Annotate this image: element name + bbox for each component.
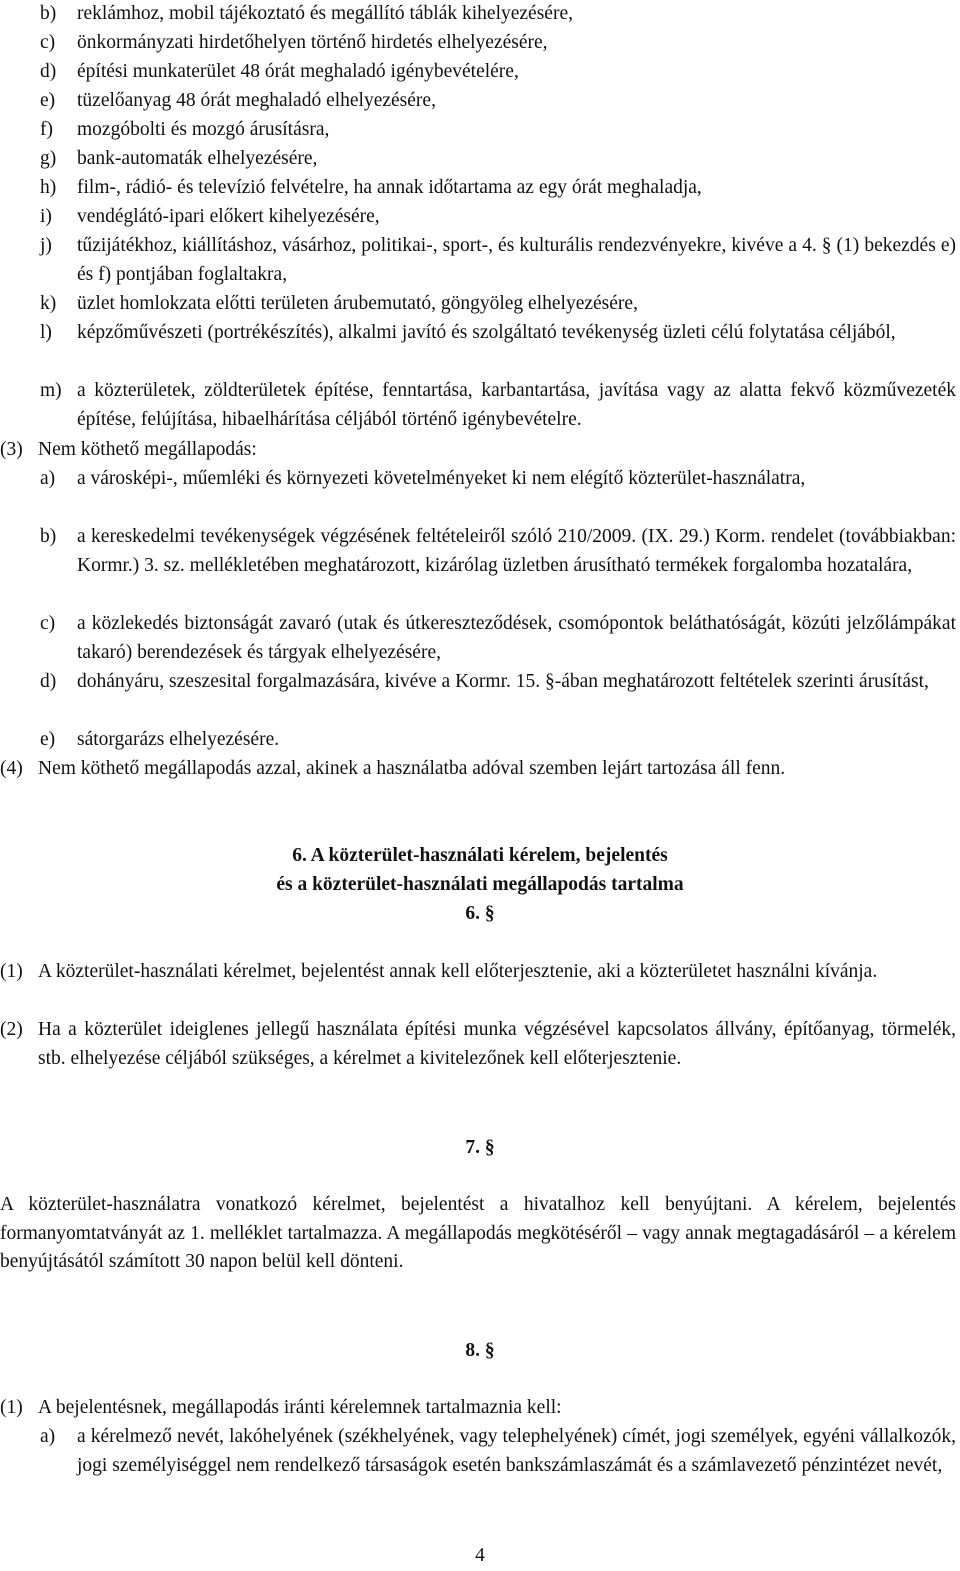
item-label: d) xyxy=(40,671,57,692)
item-label: a) xyxy=(40,468,56,489)
item-label: a) xyxy=(40,1426,56,1447)
list-item xyxy=(0,523,960,610)
paragraph-label: (3) xyxy=(0,439,23,460)
item-label: k) xyxy=(40,293,57,314)
item-text: sátorgarázs elhelyezésére. xyxy=(77,729,280,750)
list-item xyxy=(0,290,960,319)
paragraph-label: (1) xyxy=(0,961,23,982)
item-text: vendéglátó-ipari előkert kihelyezésére, xyxy=(77,206,380,227)
item-label: e) xyxy=(40,729,56,750)
item-text: bank-automaták elhelyezésére, xyxy=(77,148,318,169)
section-6-paragraph-mark: 6. § xyxy=(465,903,495,924)
item-label: h) xyxy=(40,177,57,198)
section-7-text: A közterület-használatra vonatkozó kérelmet, bejelentést a hivatalhoz kell benyújtani. A kérelem, bejelentés formanyomtatványát az 1. melléklet tartalmazza. A megállapodás megkötéséről – vagy annak megtagadásáról – a kérelem benyújtásától számított 30 napon belül kell dönteni. xyxy=(0,1194,956,1273)
list-item xyxy=(0,0,960,29)
item-label: j) xyxy=(40,235,52,256)
list-item xyxy=(0,203,960,232)
item-label: i) xyxy=(40,206,52,227)
list-item xyxy=(0,174,960,203)
list-item xyxy=(0,377,960,435)
item-label: l) xyxy=(40,322,52,343)
paragraph-label: (1) xyxy=(0,1397,23,1418)
item-text: építési munkaterület 48 órát meghaladó igénybevételére, xyxy=(77,61,519,82)
list-item xyxy=(0,668,960,726)
item-text: képzőművészeti (portrékészítés), alkalmi javító és szolgáltató tevékenység üzleti célú folytatása céljából, xyxy=(77,322,896,343)
item-label: c) xyxy=(40,613,56,634)
item-text: reklámhoz, mobil tájékoztató és megállító táblák kihelyezésére, xyxy=(77,3,573,24)
item-text: mozgóbolti és mozgó árusításra, xyxy=(77,119,330,140)
paragraph-text: Ha a közterület ideiglenes jellegű használata építési munka végzésével kapcsolatos állvány, építőanyag, törmelék, stb. elhelyezése céljából szükséges, a kérelmet a kivitelezőnek kell előterjesztenie. xyxy=(38,1019,956,1069)
list-item xyxy=(0,726,960,755)
item-label: e) xyxy=(40,90,56,111)
list-item xyxy=(0,87,960,116)
paragraph-text: A közterület-használati kérelmet, bejelentést annak kell előterjesztenie, aki a közterületet használni kívánja. xyxy=(38,961,878,982)
list-item xyxy=(0,29,960,58)
section-8-paragraph-mark: 8. § xyxy=(465,1340,495,1361)
item-text: tűzijátékhoz, kiállításhoz, vásárhoz, politikai-, sport-, és kulturális rendezvényekre, kivéve a 4. § (1) bekezdés e) és f) pontjában foglaltakra, xyxy=(77,235,956,285)
list-item xyxy=(0,116,960,145)
item-label: d) xyxy=(40,61,57,82)
section-6-paragraph-2 xyxy=(0,1016,960,1103)
item-label: b) xyxy=(40,526,57,547)
section-6-title-line-1: 6. A közterület-használati kérelem, bejelentés xyxy=(292,845,668,866)
list-item xyxy=(0,58,960,87)
section-6-title-line-2: és a közterület-használati megállapodás tartalma xyxy=(276,874,684,895)
item-text: dohányáru, szeszesital forgalmazására, kivéve a Kormr. 15. §-ában meghatározott feltételek szerinti árusítást, xyxy=(77,671,929,692)
paragraph-3 xyxy=(0,436,960,465)
list-item xyxy=(0,465,960,523)
item-text: a közterületek, zöldterületek építése, fenntartása, karbantartása, javítása vagy az alatta fekvő közművezeték építése, felújítása, hibaelhárítása céljából történő igénybevételre. xyxy=(77,380,956,430)
item-label: b) xyxy=(40,3,57,24)
item-label: c) xyxy=(40,32,56,53)
list-item xyxy=(0,232,960,290)
list-item xyxy=(0,610,960,668)
paragraph-label: (2) xyxy=(0,1019,23,1040)
list-item xyxy=(0,145,960,174)
item-text: önkormányzati hirdetőhelyen történő hirdetés elhelyezésére, xyxy=(77,32,548,53)
item-text: a kereskedelmi tevékenységek végzésének feltételeiről szóló 210/2009. (IX. 29.) Korm. rendelet (továbbiakban: Kormr.) 3. sz. mellékletében meghatározott, kizárólag üzletben árusítható termékek forgalomba hozatalára, xyxy=(77,526,956,576)
item-text: üzlet homlokzata előtti területen árubemutató, göngyöleg elhelyezésére, xyxy=(77,293,638,314)
item-text: film-, rádió- és televízió felvételre, ha annak időtartama az egy órát meghaladja, xyxy=(77,177,702,198)
paragraph-4 xyxy=(0,755,960,813)
item-text: a kérelmező nevét, lakóhelyének (székhelyének, vagy telephelyének) címét, jogi személyek, egyéni vállalkozók, jogi személyiséggel nem rendelkező társaságok esetén bankszámlaszámát és a számlavezető pénzintézet nevét, xyxy=(77,1426,956,1476)
section-7-paragraph-mark: 7. § xyxy=(465,1137,495,1158)
list-item xyxy=(0,319,960,377)
item-text: a városképi-, műemléki és környezeti követelményeket ki nem elégítő közterület-használatra, xyxy=(77,468,806,489)
paragraph-text: Nem köthető megállapodás: xyxy=(38,439,257,460)
page-number: 4 xyxy=(475,1545,485,1566)
item-label: f) xyxy=(40,119,53,140)
item-text: tüzelőanyag 48 órát meghaladó elhelyezésére, xyxy=(77,90,436,111)
paragraph-text: A bejelentésnek, megállapodás iránti kérelemnek tartalmaznia kell: xyxy=(38,1397,562,1418)
item-label: m) xyxy=(40,380,62,401)
paragraph-label: (4) xyxy=(0,758,23,779)
section-8-paragraph-1 xyxy=(0,1394,960,1423)
list-item xyxy=(0,1423,960,1510)
item-label: g) xyxy=(40,148,57,169)
paragraph-text: Nem köthető megállapodás azzal, akinek a használatba adóval szemben lejárt tartozása áll fenn. xyxy=(38,758,786,779)
section-6-paragraph-1 xyxy=(0,958,960,1016)
item-text: a közlekedés biztonságát zavaró (utak és útkereszteződések, csomópontok beláthatóságát, közúti jelzőlámpákat takaró) berendezések és tárgyak elhelyezésére, xyxy=(77,613,956,663)
